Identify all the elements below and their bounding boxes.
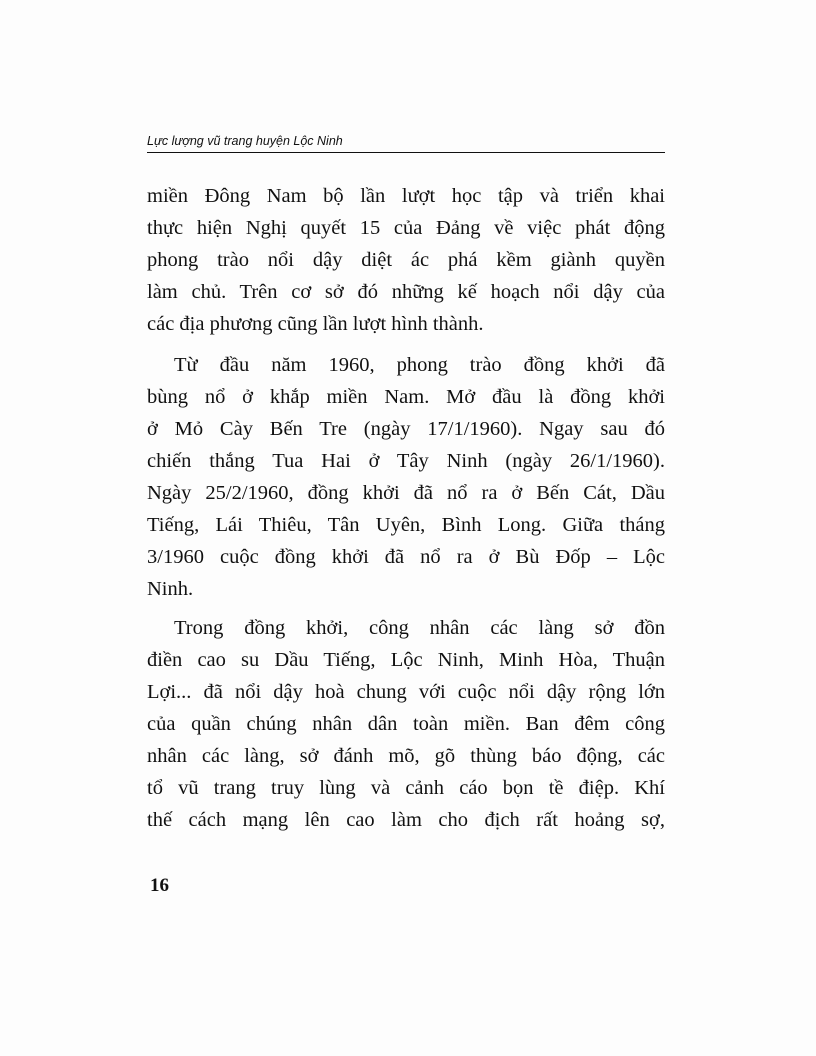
text-line: miền Đông Nam bộ lần lượt học tập và triển khai [147, 185, 665, 207]
text-line: phong trào nổi dậy diệt ác phá kềm giành quyền [147, 249, 665, 271]
text-line: Lợi... đã nổi dậy hoà chung với cuộc nổi dậy rộng lớn [147, 681, 665, 703]
page-number: 16 [150, 875, 169, 896]
text-line: Tiếng, Lái Thiêu, Tân Uyên, Bình Long. Giữa tháng [147, 514, 665, 536]
text-line: Ninh. [147, 578, 194, 600]
text-line: các địa phương cũng lần lượt hình thành. [147, 313, 484, 335]
text-line: Trong đồng khởi, công nhân các làng sở đồn [174, 617, 665, 639]
text-line: 3/1960 cuộc đồng khởi đã nổ ra ở Bù Đốp – Lộc [147, 546, 665, 568]
text-line: điền cao su Dầu Tiếng, Lộc Ninh, Minh Hòa, Thuận [147, 649, 665, 671]
paragraph-2 [147, 349, 665, 605]
header-rule [147, 152, 665, 153]
paragraph-1 [147, 180, 665, 340]
text-line: tổ vũ trang truy lùng và cảnh cáo bọn tề điệp. Khí [147, 777, 665, 799]
text-line: chiến thắng Tua Hai ở Tây Ninh (ngày 26/1/1960). [147, 450, 665, 472]
text-line: Ngày 25/2/1960, đồng khởi đã nổ ra ở Bến Cát, Dầu [147, 482, 665, 504]
text-line: thực hiện Nghị quyết 15 của Đảng về việc phát động [147, 217, 665, 239]
text-line: của quần chúng nhân dân toàn miền. Ban đêm công [147, 713, 665, 735]
running-header: Lực lượng vũ trang huyện Lộc Ninh [147, 134, 343, 148]
text-line: Từ đầu năm 1960, phong trào đồng khởi đã [174, 354, 665, 376]
text-line: nhân các làng, sở đánh mõ, gõ thùng báo động, các [147, 745, 665, 767]
text-line: bùng nổ ở khắp miền Nam. Mở đầu là đồng khởi [147, 386, 665, 408]
text-line: ở Mỏ Cày Bến Tre (ngày 17/1/1960). Ngay sau đó [147, 418, 665, 440]
text-line: thế cách mạng lên cao làm cho địch rất hoảng sợ, [147, 809, 665, 831]
text-line: làm chủ. Trên cơ sở đó những kế hoạch nổi dậy của [147, 281, 665, 303]
paragraph-3 [147, 612, 665, 836]
